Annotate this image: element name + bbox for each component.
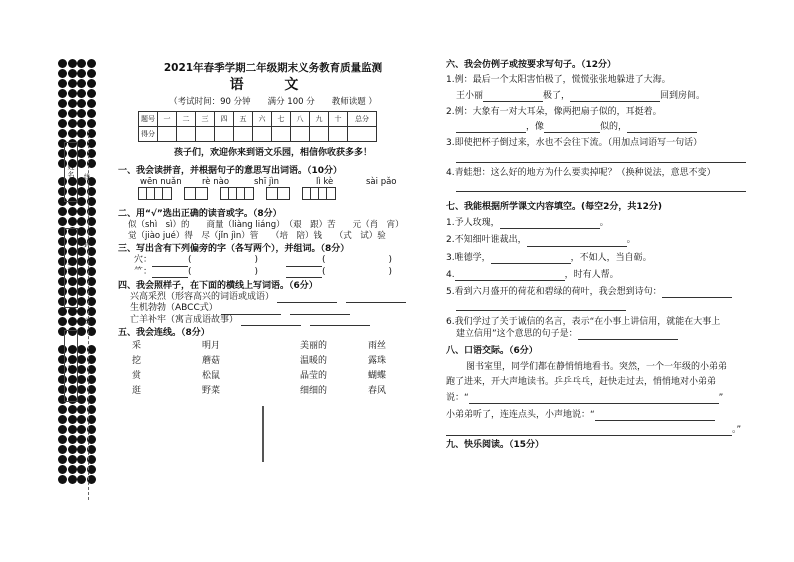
score-cell[interactable]	[177, 127, 196, 142]
binding-dot	[68, 317, 77, 326]
left-column	[118, 62, 428, 399]
score-header-cell: 八	[291, 112, 310, 127]
match-word[interactable]: 明月	[202, 341, 221, 352]
q7-item: 6.我们学过了关于诚信的名言，表示“在小事上讲信用，就能在大事上	[446, 317, 721, 328]
binding-dot	[87, 119, 96, 128]
pinyin: lì kè	[316, 176, 334, 187]
binding-dot	[58, 129, 67, 138]
match-word[interactable]: 晶莹的	[300, 371, 328, 382]
writing-grid[interactable]	[220, 187, 254, 200]
binding-dot	[68, 129, 77, 138]
score-header-cell: 四	[215, 112, 234, 127]
q7-text: ，时有人帮。	[564, 269, 619, 280]
q7-text: 2.不知细叶谁裁出，	[446, 235, 527, 246]
cut-mark: 密	[84, 318, 91, 325]
answer-line[interactable]	[241, 325, 301, 326]
binding-dot	[77, 197, 86, 206]
q7-item: 2.不知细叶谁裁出， 。	[446, 235, 636, 246]
binding-dot	[58, 307, 67, 316]
binding-dot	[68, 475, 77, 484]
binding-dot	[87, 69, 96, 78]
binding-dot	[58, 465, 67, 474]
q6-text: 王小丽	[456, 90, 484, 101]
binding-dot	[58, 317, 67, 326]
match-word[interactable]: 采	[132, 341, 142, 352]
binding-dot	[77, 267, 86, 276]
binding-dot	[77, 455, 86, 464]
binding-dot	[77, 365, 86, 374]
q4-example: 亡羊补牢（寓言成语故事）	[130, 314, 239, 325]
score-cell[interactable]	[196, 127, 215, 142]
score-header-cell: 总分	[348, 112, 377, 127]
binding-dot	[77, 159, 86, 168]
answer-line[interactable]	[456, 132, 526, 133]
match-word[interactable]: 松鼠	[202, 371, 221, 382]
score-cell[interactable]	[348, 127, 377, 142]
answer-line[interactable]	[455, 280, 565, 281]
matching-area	[118, 339, 428, 399]
answer-line[interactable]	[527, 246, 627, 247]
binding-dot	[68, 119, 77, 128]
binding-dot	[77, 287, 86, 296]
binding-dot	[58, 79, 67, 88]
score-cell[interactable]	[310, 127, 329, 142]
answer-line[interactable]	[456, 179, 746, 192]
greeting: 孩子们，欢迎你来到语文乐园，相信你收获多多！	[173, 148, 372, 159]
binding-dot	[68, 109, 77, 118]
score-header-cell: 十	[329, 112, 348, 127]
answer-line[interactable]	[570, 101, 660, 102]
q6-prompt: 3.即使把杯子倒过来，水也不会往下流。（用加点词语写一句话）	[446, 138, 703, 149]
q3-row	[134, 267, 428, 278]
school-label: 学校	[67, 357, 75, 373]
q7-text: ，不如人，当自砺。	[570, 252, 652, 263]
score-header-cell: 九	[310, 112, 329, 127]
q7-text: 4.	[446, 269, 455, 280]
q1-title: 一、我会读拼音，并根据句子的意思写出词语。（10分）	[118, 165, 343, 176]
binding-dot	[77, 445, 86, 454]
q8-text: 。”	[732, 425, 742, 435]
binding-dot	[68, 69, 77, 78]
binding-dot	[77, 149, 86, 158]
radical: 穴：	[134, 255, 153, 266]
class-label: 班级	[67, 259, 75, 275]
q8-text: 小弟弟听了，连连点头，小声地说：“	[446, 409, 595, 420]
binding-dot	[77, 139, 86, 148]
match-word[interactable]: 逛	[132, 386, 142, 397]
score-cell[interactable]	[272, 127, 291, 142]
score-header-cell: 二	[177, 112, 196, 127]
q7-item	[446, 253, 746, 264]
answer-paren[interactable]: ( )	[188, 266, 259, 277]
answer-line[interactable]	[152, 277, 188, 278]
binding-dot	[68, 465, 77, 474]
pinyin: wēn nuǎn	[140, 176, 182, 187]
q6-text: 回到房间。	[660, 90, 706, 101]
binding-dot	[77, 99, 86, 108]
q4-item	[130, 303, 428, 314]
binding-dot	[68, 415, 77, 424]
binding-dot	[68, 99, 77, 108]
score-cell[interactable]	[253, 127, 272, 142]
binding-dot	[68, 435, 77, 444]
pinyin: shī jìn	[254, 176, 279, 187]
answer-line[interactable]	[578, 339, 678, 340]
match-word[interactable]: 野菜	[202, 386, 221, 397]
q6-fill	[456, 122, 746, 133]
binding-dot	[68, 79, 77, 88]
match-word[interactable]: 美丽的	[300, 341, 328, 352]
q4-item	[130, 292, 428, 303]
school-box	[64, 330, 78, 402]
binding-dot	[77, 109, 86, 118]
matching-divider	[262, 406, 264, 462]
q2-line[interactable]: 似（shì sì）的 商量（liàng liáng） （艰 跟）苦 元（肖 宵）	[128, 219, 404, 230]
answer-line[interactable]	[627, 132, 697, 133]
q8-fill	[446, 425, 746, 436]
q7-text: 1.予人玫瑰，	[446, 218, 500, 228]
binding-dot	[77, 425, 86, 434]
q7-item	[456, 329, 746, 340]
binding-dot	[77, 405, 86, 414]
name-label: 姓名	[67, 163, 75, 179]
q7-text: 3.唯德学，	[446, 252, 491, 263]
q3-title: 三、写出含有下列偏旁的字（各写两个），并组词。（8分）	[118, 244, 350, 255]
score-cell[interactable]	[158, 127, 177, 142]
binding-dot	[77, 465, 86, 474]
answer-line[interactable]	[544, 132, 600, 133]
q8-fill	[446, 410, 746, 421]
binding-dot	[77, 207, 86, 216]
binding-dot	[58, 445, 67, 454]
name-box	[64, 142, 78, 202]
binding-dot	[68, 307, 77, 316]
q7-item	[446, 270, 746, 281]
q8-fill	[446, 393, 746, 404]
binding-dot	[58, 69, 67, 78]
q8-text: ”	[718, 392, 724, 403]
binding-dot	[77, 69, 86, 78]
binding-dot	[58, 415, 67, 424]
answer-paren[interactable]: ( )	[322, 266, 393, 277]
binding-dot	[68, 89, 77, 98]
binding-dot	[58, 455, 67, 464]
pinyin: sài pǎo	[366, 176, 397, 187]
binding-dot	[58, 405, 67, 414]
binding-dot	[68, 207, 77, 216]
binding-dot	[77, 187, 86, 196]
pinyin: rè nào	[202, 176, 230, 187]
match-word[interactable]: 赏	[132, 371, 142, 382]
q7-text: 5.看到六月盛开的荷花和碧绿的荷叶，我会想到诗句：	[446, 287, 662, 297]
exam-title: 2021年春季学期二年级期末义务教育质量监测	[163, 62, 383, 74]
q3-row	[134, 255, 428, 266]
binding-dot	[58, 217, 67, 226]
score-cell[interactable]	[329, 127, 348, 142]
cut-mark: 线	[84, 174, 91, 181]
radical: ⺮：	[134, 266, 153, 277]
binding-dot	[77, 217, 86, 226]
q7-item: 1.予人玫瑰， 。	[446, 218, 609, 228]
q9-title: 九、快乐阅读。（15分）	[446, 440, 545, 451]
q4-example: 兴高采烈（形容高兴的词语或成语）	[130, 292, 275, 303]
binding-dot	[58, 425, 67, 434]
binding-dot	[77, 257, 86, 266]
binding-dot	[77, 475, 86, 484]
binding-dot	[58, 59, 67, 68]
answer-paren[interactable]: ( )	[188, 255, 259, 266]
binding-dot	[77, 227, 86, 236]
q6-fill	[456, 91, 746, 102]
binding-dot	[68, 425, 77, 434]
binding-dot	[58, 89, 67, 98]
binding-dot	[68, 217, 77, 226]
match-word[interactable]: 雨丝	[368, 341, 387, 352]
binding-dot	[58, 99, 67, 108]
q7-title: 七、我能根据所学课文内容填空。(每空2分，共12分)	[446, 201, 663, 212]
binding-dot	[77, 89, 86, 98]
q4-item	[130, 315, 428, 326]
binding-dot	[77, 375, 86, 384]
answer-line[interactable]	[286, 277, 322, 278]
binding-dot	[58, 109, 67, 118]
binding-dot	[87, 59, 96, 68]
match-word[interactable]: 露珠	[368, 356, 387, 367]
binding-dot	[77, 119, 86, 128]
q8-title: 八、口语交际。（6分）	[446, 345, 538, 356]
match-word[interactable]: 春风	[368, 386, 387, 397]
answer-line[interactable]	[456, 150, 746, 163]
score-header-cell: 五	[234, 112, 253, 127]
answer-line[interactable]	[662, 297, 732, 298]
q7-text: 建立信用”这个意思的句子是：	[456, 328, 578, 339]
score-cell[interactable]	[215, 127, 234, 142]
binding-dot	[58, 207, 67, 216]
binding-dot	[87, 99, 96, 108]
binding-dot	[77, 415, 86, 424]
right-column	[446, 60, 746, 452]
q6-text: 极了，	[543, 90, 571, 101]
binding-dot	[77, 277, 86, 286]
score-header-cell: 六	[253, 112, 272, 127]
binding-dot	[87, 79, 96, 88]
match-word[interactable]: 蘑菇	[202, 356, 221, 367]
binding-dot	[77, 345, 86, 354]
binding-dot	[77, 355, 86, 364]
score-header-cell: 一	[158, 112, 177, 127]
score-cell[interactable]	[291, 127, 310, 142]
binding-dot	[68, 59, 77, 68]
match-word[interactable]: 蝴蝶	[368, 371, 387, 382]
binding-dot	[77, 79, 86, 88]
q2-title: 二、用“√”选出正确的读音或字。（8分）	[118, 208, 282, 219]
writing-grid[interactable]	[184, 187, 208, 200]
answer-line[interactable]	[500, 228, 600, 229]
binding-dot	[68, 405, 77, 414]
binding-dot	[77, 297, 86, 306]
score-header-cell: 题号	[139, 112, 158, 127]
binding-dot	[77, 385, 86, 394]
cut-mark: 封	[84, 242, 91, 249]
q6-example: 2.例：大象有一对大耳朵，像两把扇子似的，耳挺着。	[446, 106, 662, 117]
seal-line	[88, 130, 89, 500]
binding-dot	[87, 109, 96, 118]
q8-text: 说：“	[446, 392, 469, 403]
q2-line[interactable]: 觉（jiào jué）得 尽（jǐn jìn）管 （培 陪）钱 （式 试）验	[128, 230, 386, 241]
score-header-cell: 七	[272, 112, 291, 127]
answer-line[interactable]	[491, 263, 571, 264]
score-cell[interactable]	[234, 127, 253, 142]
writing-grid[interactable]	[138, 187, 172, 200]
pinyin-row	[140, 177, 428, 188]
writing-grid[interactable]	[266, 187, 290, 200]
q4-example: 生机勃勃（ABCC式）	[130, 303, 218, 314]
q5-title: 五、我会连线。（8分）	[118, 327, 210, 338]
q7-item	[446, 287, 746, 298]
binding-dot	[77, 395, 86, 404]
answer-line[interactable]	[446, 435, 732, 436]
binding-dot	[68, 455, 77, 464]
q6-title: 六、我会仿例子或按要求写句子。（12分）	[446, 60, 617, 70]
writing-grid[interactable]	[302, 187, 336, 200]
q8-paragraph: 图书室里，同学们都在静悄悄地看书。突然，一个一年级的小弟弟	[466, 362, 728, 372]
binding-dot	[58, 119, 67, 128]
match-word[interactable]: 细细的	[300, 386, 328, 397]
answer-line[interactable]	[469, 403, 719, 404]
writing-grids	[138, 187, 428, 204]
binding-dot	[68, 445, 77, 454]
answer-line[interactable]	[595, 420, 715, 421]
q6-text: ，像	[526, 122, 545, 132]
score-header-cell: 三	[196, 112, 215, 127]
score-cell[interactable]: 得分	[139, 127, 158, 142]
score-table	[138, 111, 377, 142]
binding-dot	[77, 435, 86, 444]
q6-text: 似的，	[600, 122, 628, 132]
answer-line[interactable]	[346, 302, 406, 303]
match-word[interactable]: 挖	[132, 356, 142, 367]
binding-dot	[77, 307, 86, 316]
binding-dot	[77, 129, 86, 138]
answer-line[interactable]	[456, 298, 626, 311]
binding-dot	[58, 475, 67, 484]
exam-info: （考试时间：90 分钟 满分 100 分 教师读题 ）	[169, 96, 377, 107]
answer-line[interactable]	[483, 101, 543, 102]
answer-line[interactable]	[310, 325, 370, 326]
binding-dot	[77, 59, 86, 68]
subject-title: 语 文	[229, 77, 317, 94]
q8-paragraph: 跑了进来，开大声地读书。乒乒乓乓，赶快走过去，悄悄地对小弟弟	[446, 377, 717, 388]
match-word[interactable]: 温暖的	[300, 356, 328, 367]
answer-paren[interactable]: ( )	[322, 255, 393, 266]
binding-dot	[87, 89, 96, 98]
class-box	[64, 228, 78, 308]
q4-title: 四、我会照样子，在下面的横线上写词语。（6分）	[118, 280, 318, 291]
binding-dot	[77, 327, 86, 336]
binding-dot	[58, 435, 67, 444]
q6-example: 1.例：最后一个太阳害怕极了，慌慌张张地躲进了大海。	[446, 75, 671, 86]
q6-prompt: 4.青蛙想：这么好的地方为什么要卖掉呢？（换种说法，意思不变）	[446, 167, 716, 178]
